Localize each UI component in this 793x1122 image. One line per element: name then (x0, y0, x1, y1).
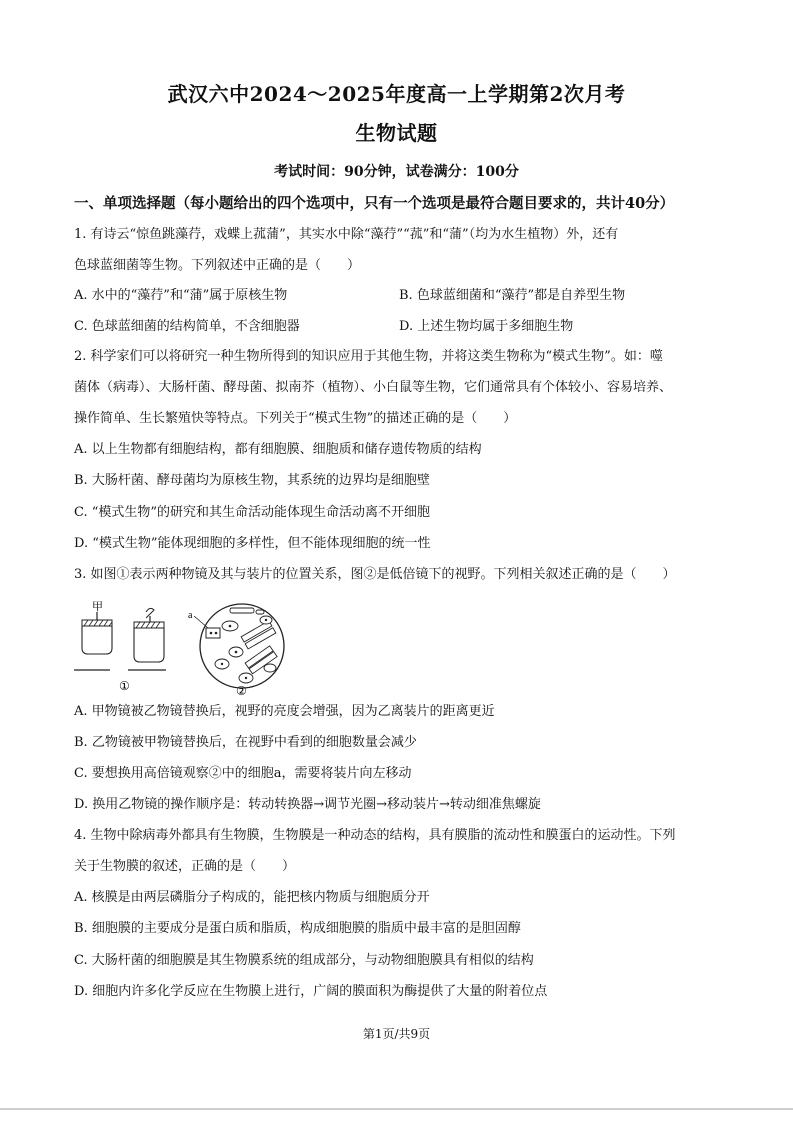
exam-title: 武汉六中2024～2025年度高一上学期第2次月考 (167, 82, 626, 106)
q1-option-d: D. 上述生物均属于多细胞生物 (399, 319, 574, 334)
q1-stem-line2: 色球蓝细菌等生物。下列叙述中正确的是（ ） (74, 258, 361, 273)
section-heading: 一、单项选择题（每小题给出的四个选项中，只有一个选项是最符合题目要求的，共计40分） (74, 195, 675, 212)
q4-stem-line1: 4. 生物中除病毒外都具有生物膜，生物膜是一种动态的结构，具有膜脂的流动性和膜蛋白的运动性。下列 (74, 828, 676, 843)
q4-option-a: A. 核膜是由两层磷脂分子构成的，能把核内物质与细胞质分开 (74, 890, 430, 905)
q1-option-a: A. 水中的“藻荇”和“蒲”属于原核生物 (74, 288, 288, 303)
label-jia: 甲 (92, 601, 103, 613)
bottom-divider (0, 1108, 793, 1110)
subject-title: 生物试题 (355, 121, 438, 145)
label-circle-2: ② (236, 684, 247, 696)
q3-option-c: C. 要想换用高倍镜观察②中的细胞a，需要将装片向左移动 (74, 766, 412, 781)
q4-option-b: B. 细胞膜的主要成分是蛋白质和脂质，构成细胞膜的脂质中最丰富的是胆固醇 (74, 921, 521, 936)
label-circle-1: ① (119, 679, 130, 693)
q3-option-d: D. 换用乙物镜的操作顺序是：转动转换器→调节光圈→移动装片→转动细准焦螺旋 (74, 797, 541, 812)
q2-stem-line3: 操作简单、生长繁殖快等特点。下列关于“模式生物”的描述正确的是（ ） (74, 411, 517, 426)
q1-stem-line1: 1. 有诗云“惊鱼跳藻荇，戏蝶上菰蒲”，其实水中除“藻荇”“菰”和“蒲”（均为水生植物）外，还有 (74, 227, 619, 242)
q4-option-c: C. 大肠杆菌的细胞膜是其生物膜系统的组成部分，与动物细胞膜具有相似的结构 (74, 953, 534, 968)
q3-stem: 3. 如图①表示两种物镜及其与装片的位置关系，图②是低倍镜下的视野。下列相关叙述正确的是（ ） (74, 567, 676, 582)
q3-option-a: A. 甲物镜被乙物镜替换后，视野的亮度会增强，因为乙离装片的距离更近 (74, 704, 495, 719)
q3-option-b: B. 乙物镜被甲物镜替换后，在视野中看到的细胞数量会减少 (74, 735, 417, 750)
label-a: a (188, 610, 193, 621)
page-number: 第1页/共9页 (362, 1027, 431, 1041)
q2-option-c: C. “模式生物”的研究和其生命活动能体现生命活动离不开细胞 (74, 505, 431, 520)
q2-stem-line1: 2. 科学家们可以将研究一种生物所得到的知识应用于其他生物，并将这类生物称为“模式生物”。如：噬 (74, 349, 663, 364)
exam-info: 考试时间：90分钟，试卷满分：100分 (274, 164, 519, 180)
q2-option-d: D. “模式生物”能体现细胞的多样性，但不能体现细胞的统一性 (74, 536, 431, 551)
q1-option-b: B. 色球蓝细菌和“藻荇”都是自养型生物 (399, 288, 626, 303)
q2-option-b: B. 大肠杆菌、酵母菌均为原核生物，其系统的边界均是细胞壁 (74, 473, 430, 488)
microscope-figure (70, 598, 290, 696)
q4-option-d: D. 细胞内许多化学反应在生物膜上进行，广阔的膜面积为酶提供了大量的附着位点 (74, 984, 548, 999)
q4-stem-line2: 关于生物膜的叙述，正确的是（ ） (74, 859, 296, 874)
q2-stem-line2: 菌体（病毒）、大肠杆菌、酵母菌、拟南芥（植物）、小白鼠等生物，它们通常具有个体较小、容易培养、 (74, 380, 673, 395)
q1-option-c: C. 色球蓝细菌的结构简单，不含细胞器 (74, 319, 300, 334)
q2-option-a: A. 以上生物都有细胞结构，都有细胞膜、细胞质和储存遗传物质的结构 (74, 442, 482, 457)
